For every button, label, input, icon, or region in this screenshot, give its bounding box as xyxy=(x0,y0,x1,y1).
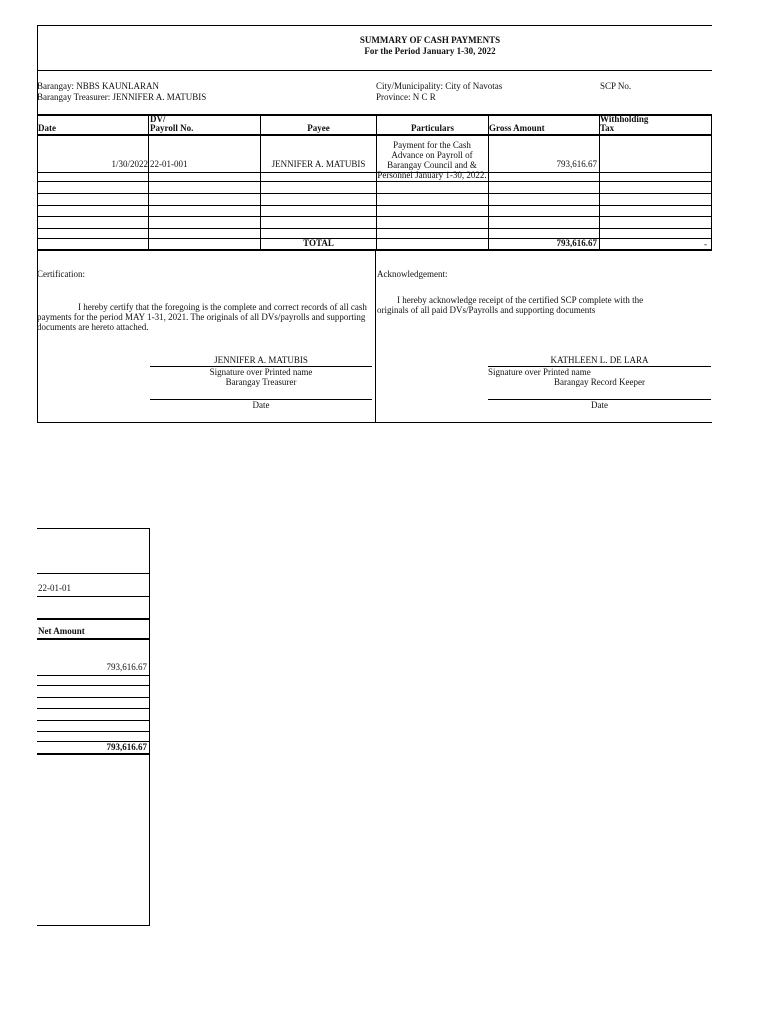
certification-heading: Certification: xyxy=(37,269,85,279)
col-header-payee: Payee xyxy=(307,123,330,133)
province-label: Province: N C R xyxy=(376,92,436,102)
col-header-gross: Gross Amount xyxy=(489,123,545,133)
row-line xyxy=(37,731,149,732)
treasurer-date-label: Date xyxy=(252,400,270,410)
row-line xyxy=(37,216,712,217)
total-withholding: - xyxy=(704,239,707,249)
row-gross-amount: 793,616.67 xyxy=(556,159,597,169)
barangay-label: Barangay: NBBS KAUNLARAN xyxy=(37,81,159,91)
treasurer-position: Barangay Treasurer xyxy=(225,377,297,387)
row-particulars-line: Personnel January 1-30, 2022. xyxy=(377,170,487,180)
col-divider xyxy=(148,114,149,250)
treasurer-label: Barangay Treasurer: JENNIFER A. MATUBIS xyxy=(37,92,207,102)
treasurer-signature-label: Signature over Printed name xyxy=(209,367,313,377)
certification-text-line: documents are hereto attached. xyxy=(37,322,149,332)
row-particulars-line: Advance on Payroll of xyxy=(391,150,473,160)
frame-right xyxy=(149,528,150,926)
total-bottom-line xyxy=(37,753,149,755)
city-label: City/Municipality: City of Navotas xyxy=(376,81,503,91)
row-line xyxy=(37,193,712,194)
col-header-tax: Tax xyxy=(600,123,615,133)
section-divider xyxy=(375,250,376,423)
col-divider xyxy=(376,114,377,250)
table-top-line xyxy=(37,618,149,620)
frame-top xyxy=(37,25,712,26)
row-particulars-line: Payment for the Cash xyxy=(393,140,471,150)
acknowledgement-text-line: I hereby acknowledge receipt of the certified SCP complete with the xyxy=(397,295,644,305)
col-divider xyxy=(260,114,261,250)
row-dv-no: 22-01-001 xyxy=(150,159,188,169)
certification-text-line: payments for the period MAY 1-31, 2021. The originals of all DVs/payrolls and supporting xyxy=(37,312,366,322)
row-net-amount: 793,616.67 xyxy=(106,662,147,672)
row-payee: JENNIFER A. MATUBIS xyxy=(271,159,366,169)
row-particulars-line: Barangay Council and & xyxy=(387,160,477,170)
col-header-date: Date xyxy=(38,123,56,133)
scp-no-value: 22-01-01 xyxy=(38,583,71,593)
acknowledgement-heading: Acknowledgement: xyxy=(377,269,448,279)
col-divider xyxy=(711,114,712,250)
col-header-net: Net Amount xyxy=(38,626,85,636)
row-date: 1/30/2022 xyxy=(111,159,148,169)
certification-text-line: I hereby certify that the foregoing is the complete and correct records of all cash xyxy=(78,302,367,312)
col-header-dv: DV/ xyxy=(150,114,166,124)
col-header-withholding: Withholding xyxy=(600,114,649,124)
row-line xyxy=(37,697,149,698)
record-keeper-name: KATHLEEN L. DE LARA xyxy=(550,355,649,365)
table-header-line xyxy=(37,638,149,640)
title-divider xyxy=(37,573,149,574)
title-divider xyxy=(37,70,712,71)
row-line xyxy=(37,205,712,206)
acknowledgement-text-line: originals of all paid DVs/Payrolls and supporting documents xyxy=(377,305,596,315)
record-keeper-position: Barangay Record Keeper xyxy=(554,377,645,387)
row-line xyxy=(37,685,149,686)
table-header-line xyxy=(37,134,712,136)
frame-bottom xyxy=(37,925,149,926)
row-line xyxy=(37,228,712,229)
document-period: For the Period January 1-30, 2022 xyxy=(364,46,496,56)
document-title: SUMMARY OF CASH PAYMENTS xyxy=(359,35,501,45)
col-header-particulars: Particulars xyxy=(411,123,454,133)
col-divider xyxy=(599,114,600,250)
row-line xyxy=(37,720,149,721)
record-keeper-signature-label: Signature over Printed name xyxy=(488,367,591,377)
col-header-payroll: Payroll No. xyxy=(150,123,194,133)
total-label: TOTAL xyxy=(303,238,334,248)
total-gross-amount: 793,616.67 xyxy=(556,238,597,248)
frame-top xyxy=(37,528,149,529)
info-divider xyxy=(37,596,149,597)
row-line xyxy=(37,675,149,676)
scp-no-label: SCP No. xyxy=(600,81,632,91)
treasurer-name: JENNIFER A. MATUBIS xyxy=(214,355,308,365)
row-line xyxy=(37,181,712,182)
col-divider xyxy=(488,114,489,250)
row-line xyxy=(37,708,149,709)
total-net-amount: 793,616.67 xyxy=(106,742,147,752)
record-keeper-date-label: Date xyxy=(591,400,608,410)
